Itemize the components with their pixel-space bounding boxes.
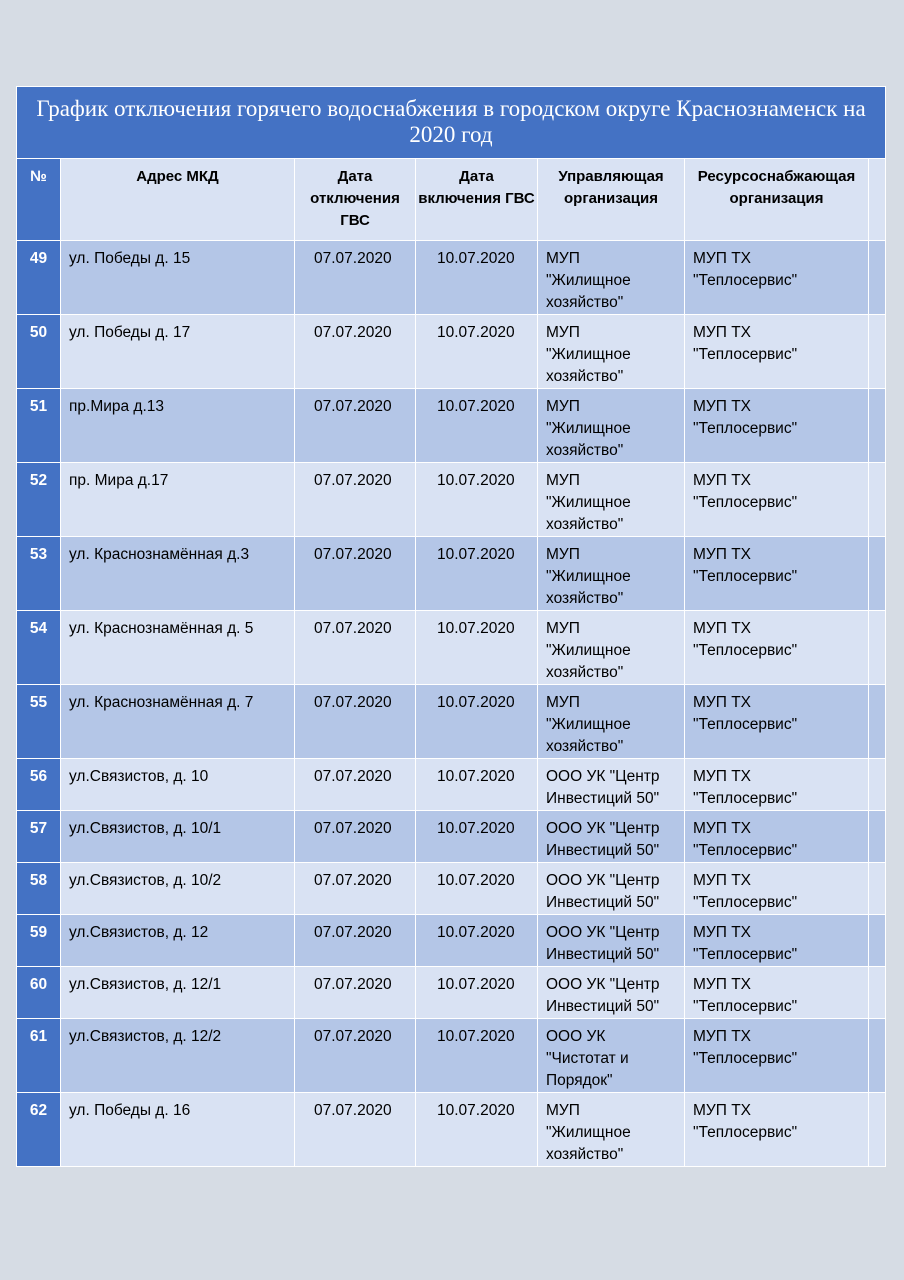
on-date-cell-text: 10.07.2020 <box>437 546 515 563</box>
management-cell-text: МУП "Жилищное хозяйство" <box>546 546 631 607</box>
management-cell-text: МУП "Жилищное хозяйство" <box>546 620 631 681</box>
resource-cell <box>685 463 869 537</box>
address-cell <box>61 811 295 863</box>
management-cell <box>538 759 685 811</box>
spacer-cell <box>869 611 886 685</box>
on-date-cell-text: 10.07.2020 <box>437 924 515 941</box>
on-date-cell-text: 10.07.2020 <box>437 1102 515 1119</box>
off-date-cell-text: 07.07.2020 <box>314 694 392 711</box>
management-cell-text: МУП "Жилищное хозяйство" <box>546 250 631 311</box>
address-cell-text: ул. Краснознамённая д. 5 <box>69 620 254 637</box>
row-number-text: 50 <box>29 324 48 341</box>
on-date-cell <box>416 537 538 611</box>
resource-cell-text: МУП ТХ "Теплосервис" <box>693 398 798 437</box>
resource-cell <box>685 389 869 463</box>
table-row <box>17 685 886 759</box>
table-row <box>17 1019 886 1093</box>
management-cell <box>538 1019 685 1093</box>
column-header-address: Адрес МКД <box>61 159 295 241</box>
column-header-resource: Ресурсоснабжающая организация <box>685 159 869 241</box>
on-date-cell <box>416 811 538 863</box>
management-cell <box>538 389 685 463</box>
off-date-cell-text: 07.07.2020 <box>314 250 392 267</box>
row-number-text: 59 <box>29 924 48 941</box>
resource-cell-text: МУП ТХ "Теплосервис" <box>693 1102 798 1141</box>
on-date-cell <box>416 759 538 811</box>
spacer-cell <box>869 315 886 389</box>
table-row <box>17 863 886 915</box>
on-date-cell-text: 10.07.2020 <box>437 324 515 341</box>
off-date-cell <box>295 241 416 315</box>
management-cell <box>538 611 685 685</box>
address-cell-text: ул.Связистов, д. 12/2 <box>69 1028 222 1045</box>
on-date-cell <box>416 863 538 915</box>
on-date-cell <box>416 611 538 685</box>
off-date-cell <box>295 1093 416 1167</box>
spacer-cell <box>869 389 886 463</box>
resource-cell-text: МУП ТХ "Теплосервис" <box>693 694 798 733</box>
off-date-cell <box>295 863 416 915</box>
off-date-cell-text: 07.07.2020 <box>314 324 392 341</box>
column-header-spacer <box>869 159 886 241</box>
table-row <box>17 759 886 811</box>
table-row <box>17 967 886 1019</box>
address-cell <box>61 463 295 537</box>
on-date-cell <box>416 389 538 463</box>
resource-cell-text: МУП ТХ "Теплосервис" <box>693 820 798 859</box>
row-number-text: 62 <box>29 1102 48 1119</box>
address-cell <box>61 611 295 685</box>
spacer-cell <box>869 759 886 811</box>
resource-cell-text: МУП ТХ "Теплосервис" <box>693 924 798 963</box>
off-date-cell-text: 07.07.2020 <box>314 768 392 785</box>
address-cell-text: пр.Мира д.13 <box>69 398 165 415</box>
address-cell-text: пр. Мира д.17 <box>69 472 169 489</box>
off-date-cell-text: 07.07.2020 <box>314 398 392 415</box>
spacer-cell <box>869 811 886 863</box>
address-cell <box>61 759 295 811</box>
off-date-cell-text: 07.07.2020 <box>314 820 392 837</box>
on-date-cell <box>416 1019 538 1093</box>
resource-cell <box>685 915 869 967</box>
column-header-management: Управляющая организация <box>538 159 685 241</box>
off-date-cell <box>295 1019 416 1093</box>
spacer-cell <box>869 1019 886 1093</box>
management-cell <box>538 915 685 967</box>
row-number <box>17 967 61 1019</box>
address-cell <box>61 1019 295 1093</box>
off-date-cell-text: 07.07.2020 <box>314 1028 392 1045</box>
off-date-cell <box>295 811 416 863</box>
on-date-cell <box>416 967 538 1019</box>
table-row <box>17 389 886 463</box>
off-date-cell-text: 07.07.2020 <box>314 976 392 993</box>
on-date-cell <box>416 1093 538 1167</box>
resource-cell-text: МУП ТХ "Теплосервис" <box>693 546 798 585</box>
resource-cell-text: МУП ТХ "Теплосервис" <box>693 472 798 511</box>
row-number-text: 61 <box>29 1028 48 1045</box>
resource-cell <box>685 241 869 315</box>
address-cell <box>61 315 295 389</box>
resource-cell-text: МУП ТХ "Теплосервис" <box>693 976 798 1015</box>
row-number-text: 55 <box>29 694 48 711</box>
on-date-cell <box>416 915 538 967</box>
spacer-cell <box>869 685 886 759</box>
table-row <box>17 811 886 863</box>
off-date-cell-text: 07.07.2020 <box>314 472 392 489</box>
management-cell-text: МУП "Жилищное хозяйство" <box>546 324 631 385</box>
spacer-cell <box>869 241 886 315</box>
resource-cell <box>685 1019 869 1093</box>
on-date-cell-text: 10.07.2020 <box>437 1028 515 1045</box>
on-date-cell <box>416 241 538 315</box>
row-number <box>17 863 61 915</box>
resource-cell <box>685 967 869 1019</box>
row-number <box>17 315 61 389</box>
address-cell-text: ул. Краснознамённая д. 7 <box>69 694 254 711</box>
management-cell <box>538 463 685 537</box>
spacer-cell <box>869 967 886 1019</box>
management-cell-text: ООО УК "Центр Инвестиций 50" <box>546 924 660 963</box>
row-number <box>17 915 61 967</box>
row-number <box>17 611 61 685</box>
address-cell-text: ул.Связистов, д. 10/1 <box>69 820 222 837</box>
management-cell <box>538 315 685 389</box>
row-number-text: 49 <box>29 250 48 267</box>
row-number <box>17 389 61 463</box>
table-row <box>17 463 886 537</box>
row-number-text: 52 <box>29 472 48 489</box>
management-cell-text: МУП "Жилищное хозяйство" <box>546 1102 631 1163</box>
off-date-cell <box>295 389 416 463</box>
management-cell-text: ООО УК "Центр Инвестиций 50" <box>546 872 660 911</box>
off-date-cell <box>295 463 416 537</box>
resource-cell-text: МУП ТХ "Теплосервис" <box>693 620 798 659</box>
address-cell <box>61 915 295 967</box>
management-cell-text: МУП "Жилищное хозяйство" <box>546 472 631 533</box>
row-number-text: 58 <box>29 872 48 889</box>
row-number-text: 57 <box>29 820 48 837</box>
row-number-text: 60 <box>29 976 48 993</box>
management-cell-text: ООО УК "Центр Инвестиций 50" <box>546 820 660 859</box>
table-row <box>17 611 886 685</box>
management-cell-text: МУП "Жилищное хозяйство" <box>546 694 631 755</box>
address-cell-text: ул.Связистов, д. 10/2 <box>69 872 222 889</box>
management-cell <box>538 967 685 1019</box>
address-cell-text: ул. Победы д. 16 <box>69 1102 191 1119</box>
off-date-cell <box>295 915 416 967</box>
on-date-cell <box>416 463 538 537</box>
row-number <box>17 1093 61 1167</box>
resource-cell <box>685 537 869 611</box>
address-cell <box>61 967 295 1019</box>
row-number <box>17 241 61 315</box>
off-date-cell <box>295 685 416 759</box>
management-cell <box>538 241 685 315</box>
on-date-cell-text: 10.07.2020 <box>437 976 515 993</box>
management-cell-text: ООО УК "Чистотат и Порядок" <box>546 1028 629 1089</box>
table-row <box>17 915 886 967</box>
resource-cell <box>685 685 869 759</box>
address-cell <box>61 685 295 759</box>
table-row <box>17 1093 886 1167</box>
address-cell-text: ул. Победы д. 15 <box>69 250 191 267</box>
resource-cell <box>685 759 869 811</box>
on-date-cell-text: 10.07.2020 <box>437 694 515 711</box>
on-date-cell <box>416 315 538 389</box>
on-date-cell-text: 10.07.2020 <box>437 768 515 785</box>
row-number-text: 56 <box>29 768 48 785</box>
hot-water-schedule-table <box>16 86 886 1167</box>
off-date-cell <box>295 611 416 685</box>
on-date-cell-text: 10.07.2020 <box>437 872 515 889</box>
column-header-on-date: Дата включения ГВС <box>416 159 538 241</box>
management-cell-text: ООО УК "Центр Инвестиций 50" <box>546 976 660 1015</box>
spacer-cell <box>869 463 886 537</box>
management-cell-text: ООО УК "Центр Инвестиций 50" <box>546 768 660 807</box>
resource-cell <box>685 611 869 685</box>
spacer-cell <box>869 863 886 915</box>
off-date-cell-text: 07.07.2020 <box>314 620 392 637</box>
row-number-text: 51 <box>29 398 48 415</box>
on-date-cell-text: 10.07.2020 <box>437 472 515 489</box>
table-title: График отключения горячего водоснабжения в городском округе Краснознаменск на 2020 год <box>17 87 886 159</box>
spacer-cell <box>869 537 886 611</box>
address-cell <box>61 537 295 611</box>
resource-cell <box>685 1093 869 1167</box>
row-number <box>17 811 61 863</box>
resource-cell <box>685 315 869 389</box>
row-number <box>17 537 61 611</box>
row-number <box>17 463 61 537</box>
on-date-cell-text: 10.07.2020 <box>437 820 515 837</box>
off-date-cell <box>295 759 416 811</box>
spacer-cell <box>869 915 886 967</box>
off-date-cell-text: 07.07.2020 <box>314 1102 392 1119</box>
off-date-cell-text: 07.07.2020 <box>314 872 392 889</box>
row-number <box>17 1019 61 1093</box>
address-cell <box>61 863 295 915</box>
row-number <box>17 759 61 811</box>
off-date-cell <box>295 315 416 389</box>
resource-cell-text: МУП ТХ "Теплосервис" <box>693 250 798 289</box>
address-cell <box>61 1093 295 1167</box>
resource-cell <box>685 811 869 863</box>
column-header-off-date: Дата отключения ГВС <box>295 159 416 241</box>
row-number <box>17 685 61 759</box>
resource-cell-text: МУП ТХ "Теплосервис" <box>693 324 798 363</box>
management-cell <box>538 1093 685 1167</box>
management-cell-text: МУП "Жилищное хозяйство" <box>546 398 631 459</box>
table-row <box>17 241 886 315</box>
row-number-text: 54 <box>29 620 48 637</box>
management-cell <box>538 811 685 863</box>
resource-cell-text: МУП ТХ "Теплосервис" <box>693 872 798 911</box>
off-date-cell <box>295 967 416 1019</box>
off-date-cell-text: 07.07.2020 <box>314 546 392 563</box>
address-cell-text: ул.Связистов, д. 12/1 <box>69 976 222 993</box>
table-body <box>17 241 886 1167</box>
spacer-cell <box>869 1093 886 1167</box>
address-cell-text: ул. Краснознамённая д.3 <box>69 546 250 563</box>
management-cell <box>538 685 685 759</box>
resource-cell-text: МУП ТХ "Теплосервис" <box>693 1028 798 1067</box>
address-cell-text: ул.Связистов, д. 12 <box>69 924 209 941</box>
on-date-cell-text: 10.07.2020 <box>437 620 515 637</box>
address-cell-text: ул.Связистов, д. 10 <box>69 768 209 785</box>
address-cell <box>61 389 295 463</box>
resource-cell-text: МУП ТХ "Теплосервис" <box>693 768 798 807</box>
table-row <box>17 537 886 611</box>
management-cell <box>538 863 685 915</box>
on-date-cell-text: 10.07.2020 <box>437 250 515 267</box>
on-date-cell-text: 10.07.2020 <box>437 398 515 415</box>
row-number-text: 53 <box>29 546 48 563</box>
column-header-num: № <box>17 159 61 241</box>
on-date-cell <box>416 685 538 759</box>
address-cell-text: ул. Победы д. 17 <box>69 324 191 341</box>
column-header-row <box>17 159 886 241</box>
address-cell <box>61 241 295 315</box>
table-row <box>17 315 886 389</box>
off-date-cell-text: 07.07.2020 <box>314 924 392 941</box>
management-cell <box>538 537 685 611</box>
off-date-cell <box>295 537 416 611</box>
resource-cell <box>685 863 869 915</box>
